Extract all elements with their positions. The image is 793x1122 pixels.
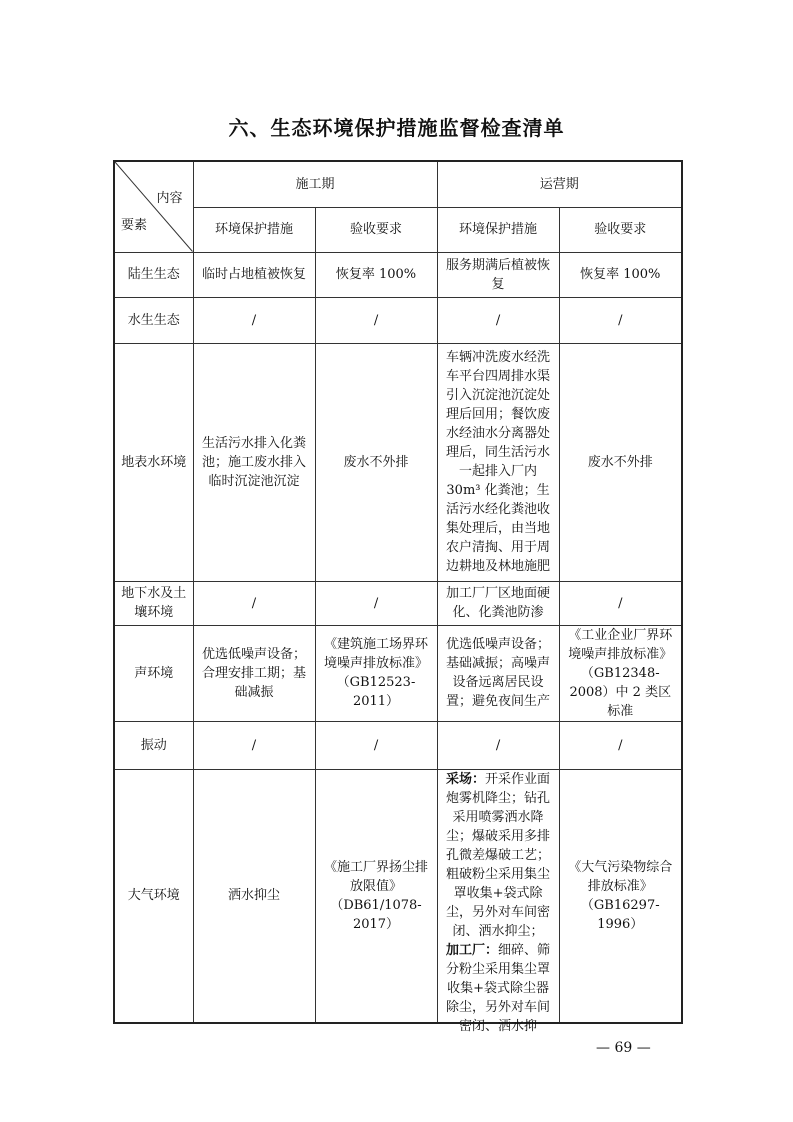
corner-label-content: 内容 <box>156 191 183 206</box>
element-cell: 水生生态 <box>114 297 193 343</box>
construction-requirement-cell: 《施工厂界扬尘排放限值》（DB61/1078-2017） <box>315 769 437 1023</box>
construction-requirement-cell: / <box>315 721 437 769</box>
header-construction-phase: 施工期 <box>193 161 437 207</box>
construction-measure-cell: / <box>193 581 315 625</box>
header-operation-measure: 环境保护措施 <box>437 207 559 252</box>
table-row <box>114 297 682 343</box>
header-row-columns <box>114 207 682 252</box>
construction-requirement-cell: / <box>315 581 437 625</box>
element-cell: 声环境 <box>114 625 193 721</box>
element-cell: 地下水及土壤环境 <box>114 581 193 625</box>
operation-requirement-cell: / <box>559 297 682 343</box>
quarry-label: 采场： <box>446 771 486 787</box>
element-cell: 陆生生态 <box>114 252 193 297</box>
operation-requirement-cell: 恢复率 100% <box>559 252 682 297</box>
operation-measure-cell: / <box>437 721 559 769</box>
operation-requirement-cell: 废水不外排 <box>559 343 682 581</box>
table-row <box>114 343 682 581</box>
operation-measure-cell <box>437 769 559 1034</box>
operation-requirement-cell: 《工业企业厂界环境噪声排放标准》（GB12348-2008）中 2 类区标准 <box>559 625 682 721</box>
element-cell: 大气环境 <box>114 769 193 1023</box>
operation-requirement-cell: 《大气污染物综合排放标准》（GB16297-1996） <box>559 769 682 1023</box>
table-row <box>114 721 682 769</box>
construction-measure-cell: 洒水抑尘 <box>193 769 315 1023</box>
header-operation-requirement: 验收要求 <box>559 207 682 252</box>
header-operation-phase: 运营期 <box>437 161 682 207</box>
supervision-checklist-table <box>113 160 683 1034</box>
operation-requirement-cell: / <box>559 581 682 625</box>
operation-measure-cell: / <box>437 297 559 343</box>
table-row <box>114 581 682 625</box>
quarry-measures: 开采作业面炮雾机降尘；钻孔采用喷雾洒水降尘；爆破采用多排孔微差爆破工艺；粗破粉尘采用集尘罩收集+袋式除尘，另外对车间密闭、洒水抑尘； <box>446 771 551 939</box>
page-title: 六、生态环境保护措施监督检查清单 <box>228 116 565 140</box>
operation-measure-cell: 加工厂厂区地面硬化、化粪池防渗 <box>437 581 559 625</box>
plant-measures: 细碎、筛分粉尘采用集尘罩收集+袋式除尘器除尘，另外对车间密闭、洒水抑 <box>446 942 551 1034</box>
operation-measure-cell: 优选低噪声设备；基础减振；高噪声设备远离居民设置；避免夜间生产 <box>437 625 559 721</box>
element-cell: 地表水环境 <box>114 343 193 581</box>
construction-requirement-cell: 《建筑施工场界环境噪声排放标准》（GB12523-2011） <box>315 625 437 721</box>
corner-label-element: 要素 <box>121 218 148 233</box>
construction-requirement-cell: 废水不外排 <box>315 343 437 581</box>
table-row <box>114 625 682 721</box>
construction-measure-cell: / <box>193 721 315 769</box>
table-row <box>114 252 682 297</box>
plant-label: 加工厂： <box>446 942 499 958</box>
operation-measure-cell: 服务期满后植被恢复 <box>437 252 559 297</box>
page-number: — 69 — <box>596 1040 651 1056</box>
operation-measure-text <box>444 770 553 1034</box>
construction-measure-cell: 优选低噪声设备；合理安排工期；基础减振 <box>193 625 315 721</box>
element-cell: 振动 <box>114 721 193 769</box>
operation-measure-cell: 车辆冲洗废水经洗车平台四周排水渠引入沉淀池沉淀处理后回用；餐饮废水经油水分离器处理后，同生活污水一起排入厂内 30m³ 化粪池；生活污水经化粪池收集处理后，由当地农户清掏、用于周边耕地及林地施肥 <box>437 343 559 581</box>
construction-requirement-cell: / <box>315 297 437 343</box>
header-construction-requirement: 验收要求 <box>315 207 437 252</box>
header-corner-cell <box>114 161 193 252</box>
construction-measure-cell: 生活污水排入化粪池；施工废水排入临时沉淀池沉淀 <box>193 343 315 581</box>
table-row <box>114 769 682 1023</box>
construction-requirement-cell: 恢复率 100% <box>315 252 437 297</box>
header-row-phase <box>114 161 682 207</box>
header-construction-measure: 环境保护措施 <box>193 207 315 252</box>
construction-measure-cell: 临时占地植被恢复 <box>193 252 315 297</box>
operation-requirement-cell: / <box>559 721 682 769</box>
construction-measure-cell: / <box>193 297 315 343</box>
